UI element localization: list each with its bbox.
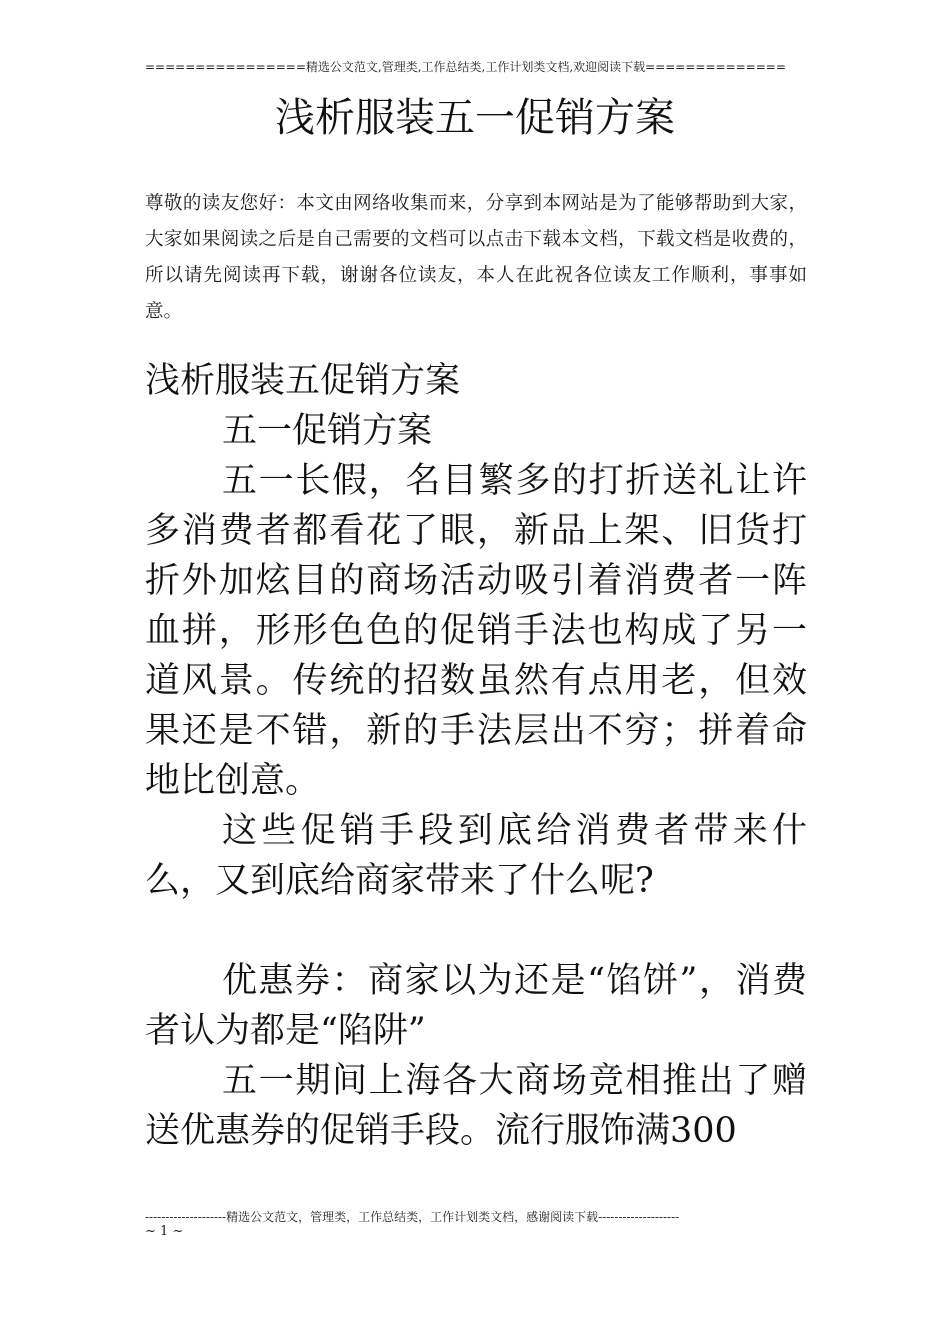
body-paragraph: 这些促销手段到底给消费者带来什么，又到底给商家带来了什么呢? [145, 811, 807, 901]
body-paragraph: 五一长假，名目繁多的打折送礼让许多消费者都看花了眼，新品上架、旧货打折外加炫目的商场活动吸引着消费者一阵血拼，形形色色的促销手法也构成了另一道风景。传统的招数虽然有点用老，但效果还是不错，新的手法层出不穷；拼着命地比创意。 [145, 461, 807, 801]
body-heading: 浅析服装五促销方案 [145, 361, 461, 401]
paragraph-spacer [145, 906, 807, 956]
header-banner: ================精选公文范文,管理类,工作总结类,工作计划类文档,欢迎阅读下载============== [145, 60, 786, 74]
body-paragraph: 五一期间上海各大商场竞相推出了赠送优惠券的促销手段。流行服饰满300 [145, 1061, 807, 1151]
body-subheading: 五一促销方案 [222, 411, 433, 451]
document-title: 浅析服装五一促销方案 [275, 95, 675, 141]
page-number: ~ 1 ~ [145, 1224, 184, 1239]
document-body [145, 356, 807, 1156]
section-heading: 优惠券：商家以为还是“馅饼”，消费者认为都是“陷阱” [145, 961, 807, 1051]
reader-notice: 尊敬的读友您好：本文由网络收集而来，分享到本网站是为了能够帮助到大家，大家如果阅读之后是自己需要的文档可以点击下载本文档，下载文档是收费的，所以请先阅读再下载，谢谢各位读友，本人在此祝各位读友工作顺利，事事如意。 [145, 193, 807, 322]
footer-banner: --------------------精选公文范文，管理类，工作总结类，工作计划类文档，感谢阅读下载-------------------- [145, 1210, 680, 1224]
